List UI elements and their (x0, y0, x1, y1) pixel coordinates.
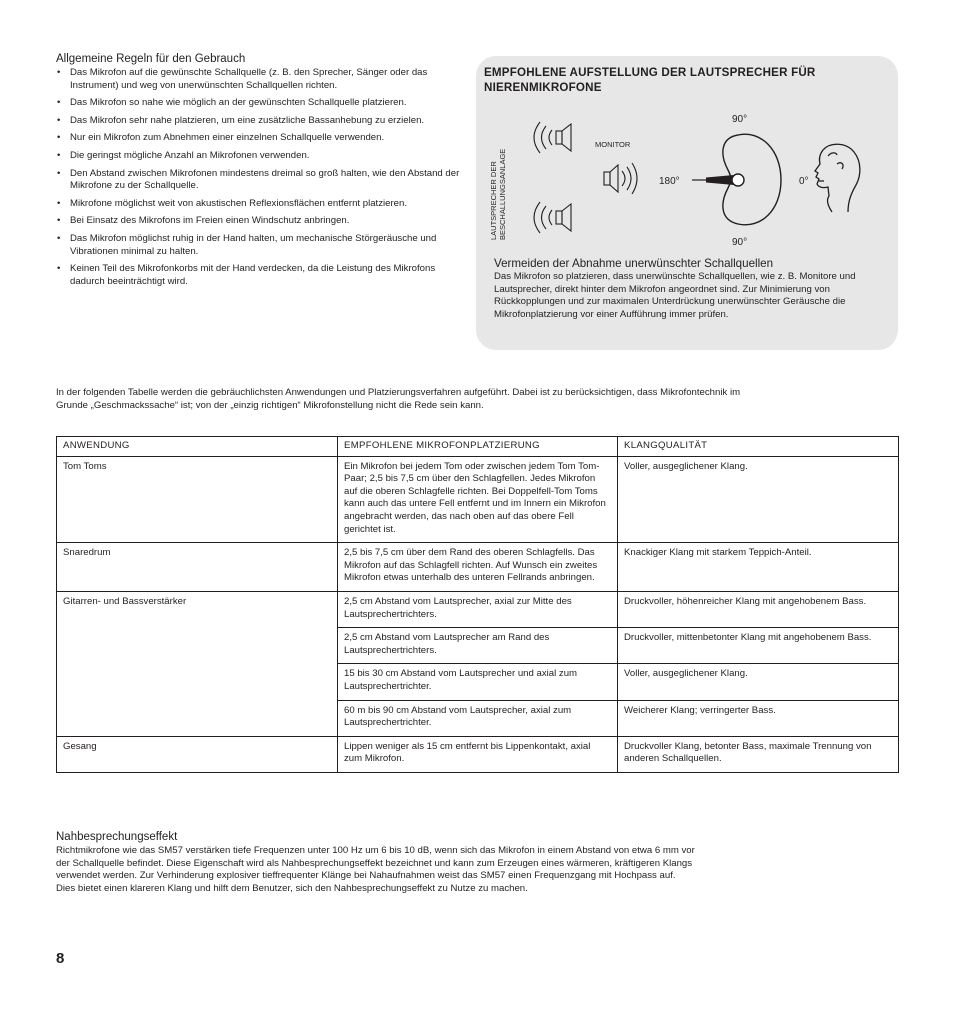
placement-cell: 2,5 cm Abstand vom Lautsprecher, axial zur Mitte des Lautsprechertrichters. (338, 591, 618, 627)
rule-item: • Das Mikrofon möglichst ruhig in der Hand halten, um mechanische Störgeräusche und Vibrationen minimal zu halten. (56, 233, 466, 258)
placement-cell: Lippen weniger als 15 cm entfernt bis Lippenkontakt, axial zum Mikrofon. (338, 736, 618, 772)
angle-label-left: 180° (659, 176, 680, 187)
rule-item: • Die geringst mögliche Anzahl an Mikrofonen verwenden. (56, 150, 466, 163)
microphone-icon (692, 174, 744, 186)
application-cell: Gesang (57, 736, 338, 772)
table-row (57, 456, 899, 543)
table-header-row (57, 437, 899, 457)
pa-speaker-label-line1: LAUTSPRECHER DER (489, 161, 498, 240)
column-header-placement: EMPFOHLENE MIKROFONPLATZIERUNG (338, 437, 618, 457)
column-header-sound-quality: KLANGQUALITÄT (618, 437, 899, 457)
pa-speaker-bottom-icon (534, 202, 571, 233)
placement-cell: 2,5 bis 7,5 cm über dem Rand des oberen Schlagfells. Das Mikrofon auf das Schlagfell richten. Auf Wunsch ein zweites Mikrofon etwas unterhalb des unteren Fellrands anbringen. (338, 543, 618, 592)
rule-item: • Mikrofone möglichst weit von akustischen Reflexionsflächen entfernt platzieren. (56, 198, 466, 211)
pa-speaker-label-line2: BESCHALLUNGSANLAGE (498, 148, 507, 240)
page-number: 8 (56, 950, 65, 967)
avoid-unwanted-sources-text: Das Mikrofon so platzieren, dass unerwünschte Schallquellen, wie z. B. Monitore und Lautsprecher, direkt hinter dem Mikrofon angeordnet sind. Zur Minimierung von Rückkopplungen und zur maximalen Unterdrückung unerwünschter Geräusche die Mikrofonplatzierung vor einer Aufführung immer prüfen. (494, 271, 856, 320)
table-row (57, 543, 899, 592)
quality-cell: Weicherer Klang; verringerter Bass. (618, 700, 899, 736)
column-header-application: ANWENDUNG (57, 437, 338, 457)
placement-cell: 60 m bis 90 cm Abstand vom Lautsprecher, axial zum Lautsprechertrichter. (338, 700, 618, 736)
quality-cell: Druckvoller Klang, betonter Bass, maximale Trennung von anderen Schallquellen. (618, 736, 899, 772)
placement-cell: Ein Mikrofon bei jedem Tom oder zwischen jedem Tom Tom-Paar; 2,5 bis 7,5 cm über den Schlagfellen. Jedes Mikrofon auf die oberen Schlagfelle richten. Bei Doppelfell-Tom Toms kann auch das untere Fell entfernt und im Innern ein Mikrofon angebracht werden, das nach oben auf das obere Fell gerichtet ist. (338, 456, 618, 543)
angle-label-right: 0° (799, 176, 809, 187)
rule-item: • Das Mikrofon auf die gewünschte Schallquelle (z. B. den Sprecher, Sänger oder das Instrument) und weg von unerwünschten Schallquellen richten. (56, 67, 466, 92)
application-cell: Snaredrum (57, 543, 338, 592)
avoid-unwanted-sources-heading: Vermeiden der Abnahme unerwünschter Schallquellen (494, 257, 774, 270)
general-rules-section (56, 53, 466, 293)
proximity-effect-section (56, 831, 696, 895)
monitor-label: MONITOR (595, 140, 631, 149)
proximity-effect-heading: Nahbesprechungseffekt (56, 831, 178, 843)
proximity-effect-text: Richtmikrofone wie das SM57 verstärken tiefe Frequenzen unter 100 Hz um 6 bis 10 dB, wenn sich das Mikrofon in einem Abstand von etwa 6 mm vor der Schallquelle befindet. Diese Eigenschaft wird als Nahbesprechungseffekt bezeichnet und kann zum Erzeugen eines wärmeren, kräftigeren Klangs verwendet werden. Zur Verhinderung explosiver tieffrequenter Klänge bei Nahaufnahmen weist das SM57 einen Frequenzgang mit Hochpass auf. Dies bietet einen klareren Klang und hilft dem Benutzer, sich den Nahbesprechungseffekt zu Nutze zu machen. (56, 845, 695, 894)
angle-label-bottom: 90° (732, 237, 748, 248)
rule-item: • Das Mikrofon so nahe wie möglich an der gewünschten Schallquelle platzieren. (56, 97, 466, 110)
placement-cell: 15 bis 30 cm Abstand vom Lautsprecher und axial zum Lautsprechertrichter. (338, 664, 618, 700)
application-table (56, 436, 899, 773)
placement-cell: 2,5 cm Abstand vom Lautsprecher am Rand des Lautsprechertrichters. (338, 628, 618, 664)
rule-item: • Keinen Teil des Mikrofonkorbs mit der Hand verdecken, da die Leistung des Mikrofons dadurch beeinträchtigt wird. (56, 263, 466, 288)
panel-title: EMPFOHLENE AUFSTELLUNG DER LAUTSPRECHER FÜR NIERENMIKROFONE (484, 66, 816, 94)
rule-item: • Den Abstand zwischen Mikrofonen mindestens dreimal so groß halten, wie den Abstand der Mikrofone zu der Schallquelle. (56, 168, 466, 193)
pa-speaker-top-icon (534, 122, 571, 153)
quality-cell: Voller, ausgeglichener Klang. (618, 664, 899, 700)
table-row (57, 736, 899, 772)
table-row (57, 591, 899, 627)
quality-cell: Voller, ausgeglichener Klang. (618, 456, 899, 543)
general-rules-list (56, 67, 466, 288)
application-cell: Tom Toms (57, 456, 338, 543)
quality-cell: Druckvoller, mittenbetonter Klang mit angehobenem Bass. (618, 628, 899, 664)
quality-cell: Knackiger Klang mit starkem Teppich-Anteil. (618, 543, 899, 592)
rule-item: • Das Mikrofon sehr nahe platzieren, um eine zusätzliche Bassanhebung zu erzielen. (56, 115, 466, 128)
application-cell: Gitarren- und Bassverstärker (57, 591, 338, 736)
singer-head-icon (815, 144, 860, 212)
rule-item: • Bei Einsatz des Mikrofons im Freien einen Windschutz anbringen. (56, 215, 466, 228)
table-intro-text: In der folgenden Tabelle werden die gebräuchlichsten Anwendungen und Platzierungsverfahren aufgeführt. Dabei ist zu berücksichtigen, dass Mikrofontechnik im Grunde „Geschmackssache“ ist; von der „einzig richtigen“ Mikrofonstellung nicht die Rede sein kann. (56, 387, 741, 411)
rule-item: • Nur ein Mikrofon zum Abnehmen einer einzelnen Schallquelle verwenden. (56, 132, 466, 145)
general-rules-heading: Allgemeine Regeln für den Gebrauch (56, 53, 246, 65)
monitor-speaker-icon (604, 163, 637, 194)
angle-label-top: 90° (732, 114, 748, 125)
speaker-placement-panel (476, 56, 898, 350)
cardioid-placement-diagram (476, 100, 898, 250)
quality-cell: Druckvoller, höhenreicher Klang mit angehobenem Bass. (618, 591, 899, 627)
